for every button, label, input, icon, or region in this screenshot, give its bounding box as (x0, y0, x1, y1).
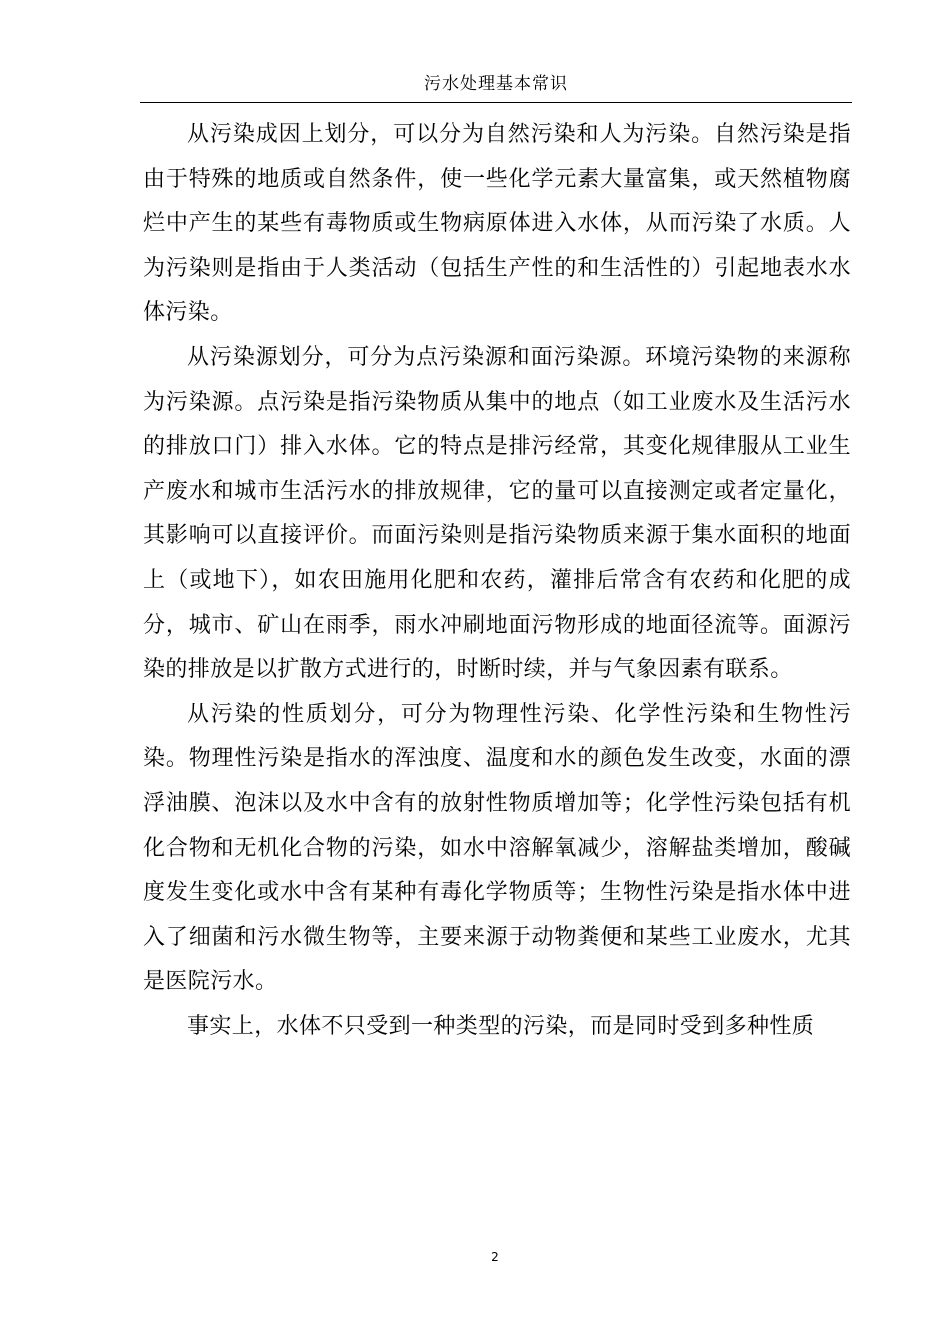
paragraph-pollution-source: 从污染源划分，可分为点污染源和面污染源。环境污染物的来源称为污染源。点污染是指污染物质从集中的地点（如工业废水及生活污水的排放口门）排入水体。它的特点是排污经常，其变化规律服从工业生产废水和城市生活污水的排放规律，它的量可以直接测定或者定量化，其影响可以直接评价。而面污染则是指污染物质来源于集水面积的地面上（或地下），如农田施用化肥和农药，灌排后常含有农药和化肥的成分，城市、矿山在雨季，雨水冲刷地面污物形成的地面径流等。面源污染的排放是以扩散方式进行的，时断时续，并与气象因素有联系。 (143, 344, 851, 683)
page-header-title: 污水处理基本常识 (424, 74, 568, 94)
page-number: 2 (491, 1250, 499, 1264)
header-divider (140, 102, 852, 103)
paragraph-pollution-cause: 从污染成因上划分，可以分为自然污染和人为污染。自然污染是指由于特殊的地质或自然条件，使一些化学元素大量富集，或天然植物腐烂中产生的某些有毒物质或生物病原体进入水体，从而污染了水质。人为污染则是指由于人类活动（包括生产性的和生活性的）引起地表水水体污染。 (143, 122, 851, 326)
paragraph-multiple-pollution: 事实上，水体不只受到一种类型的污染，而是同时受到多种性质 (187, 1013, 815, 1039)
document-body (143, 113, 851, 1049)
paragraph-pollution-nature: 从污染的性质划分，可分为物理性污染、化学性污染和生物性污染。物理性污染是指水的浑浊度、温度和水的颜色发生改变，水面的漂浮油膜、泡沫以及水中含有的放射性物质增加等；化学性污染包括有机化合物和无机化合物的污染，如水中溶解氧减少，溶解盐类增加，酸碱度发生变化或水中含有某种有毒化学物质等；生物性污染是指水体中进入了细菌和污水微生物等，主要来源于动物粪便和某些工业废水，尤其是医院污水。 (143, 701, 851, 995)
